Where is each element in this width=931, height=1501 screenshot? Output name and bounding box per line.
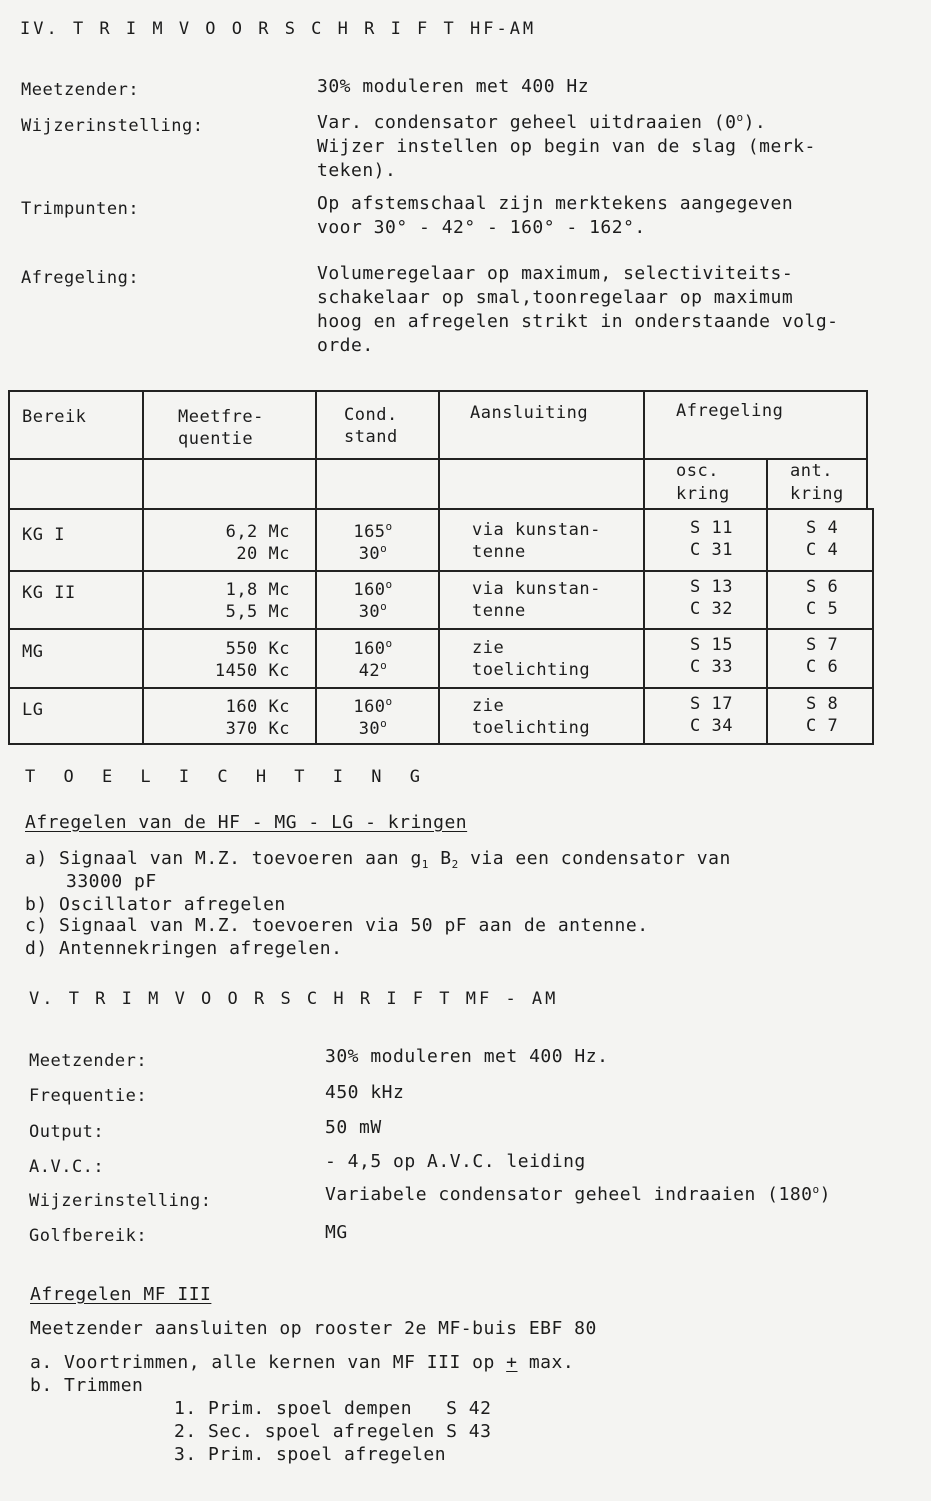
cell-ant: S 7 C 6 <box>806 635 839 677</box>
value-golfbereik: MG <box>325 1222 348 1243</box>
label-frequentie: Frequentie: <box>29 1086 148 1106</box>
list-item: 33000 pF <box>66 871 157 892</box>
label-wijzerinstelling-2: Wijzerinstelling: <box>29 1191 212 1211</box>
cell-bereik: KG II <box>22 583 76 603</box>
list-item: b) Oscillator afregelen <box>25 894 286 915</box>
subheading-mf3: Afregelen MF III <box>30 1284 212 1305</box>
value-trimpunten: Op afstemschaal zijn merktekens aangegeven voor 30° - 42° - 160° - 162°. <box>317 193 794 238</box>
header-osc-kring: osc. kring <box>676 461 730 504</box>
cell-cond: 160$^o$ 30$^o$ <box>353 695 393 739</box>
cell-aansluiting: via kunstan- tenne <box>472 579 601 621</box>
instruction: Meetzender aansluiten op rooster 2e MF-buis EBF 80 <box>30 1318 597 1339</box>
list-item: c) Signaal van M.Z. toevoeren via 50 pF aan de antenne. <box>25 915 649 936</box>
cell-freq: 550 Kc 1450 Kc <box>214 639 290 681</box>
label-meetzender: Meetzender: <box>21 80 140 100</box>
list-item: 2. Sec. spoel afregelen S 43 <box>174 1421 492 1442</box>
toelichting-title: T O E L I C H T I N G <box>25 767 429 787</box>
label-wijzerinstelling: Wijzerinstelling: <box>21 116 204 136</box>
label-trimpunten: Trimpunten: <box>21 199 140 219</box>
header-afregeling: Afregeling <box>676 401 784 421</box>
label-output: Output: <box>29 1122 105 1142</box>
alignment-table <box>8 390 874 745</box>
cell-aansluiting: via kunstan- tenne <box>472 520 601 562</box>
cell-bereik: LG <box>22 700 44 720</box>
cell-bereik: MG <box>22 642 44 662</box>
cell-aansluiting: zie toelichting <box>472 696 591 738</box>
header-ant-kring: ant. kring <box>790 461 844 504</box>
label-afregeling: Afregeling: <box>21 268 140 288</box>
section-title: IV. T R I M V O O R S C H R I F T HF-AM <box>20 19 537 39</box>
cell-cond: 165$^o$ 30$^o$ <box>353 520 393 564</box>
cell-osc: S 15 C 33 <box>690 635 733 677</box>
cell-ant: S 8 C 7 <box>806 694 839 736</box>
toelichting-subtitle: Afregelen van de HF - MG - LG - kringen <box>25 812 468 833</box>
cell-freq: 1,8 Mc 5,5 Mc <box>225 580 290 622</box>
cell-osc: S 13 C 32 <box>690 577 733 619</box>
cell-freq: 160 Kc 370 Kc <box>225 697 290 739</box>
list-item: b. Trimmen <box>30 1375 144 1396</box>
value-wijzerinstelling-2: Variabele condensator geheel indraaien (180$^o$) <box>325 1183 831 1205</box>
header-cond-stand: Cond. stand <box>344 405 398 447</box>
list-item: a. Voortrimmen, alle kernen van MF III op + max. <box>30 1352 575 1373</box>
label-golfbereik: Golfbereik: <box>29 1226 148 1246</box>
label-avc: A.V.C.: <box>29 1157 105 1177</box>
cell-aansluiting: zie toelichting <box>472 638 591 680</box>
toelichting-list <box>25 847 731 960</box>
value-output: 50 mW <box>325 1117 382 1138</box>
cell-osc: S 11 C 31 <box>690 518 733 560</box>
value-afregeling: Volumeregelaar op maximum, selectiviteits- schakelaar op smal,toonregelaar op maximum hoog en afregelen strikt in onderstaande volg- orde. <box>317 263 839 356</box>
cell-ant: S 6 C 5 <box>806 577 839 619</box>
value-avc: - 4,5 op A.V.C. leiding <box>325 1151 586 1172</box>
cell-ant: S 4 C 4 <box>806 518 839 560</box>
cell-cond: 160$^o$ 42$^o$ <box>353 637 393 681</box>
list-item: d) Antennekringen afregelen. <box>25 938 343 959</box>
header-meetfreq: Meetfre- quentie <box>178 407 264 449</box>
list-item: 1. Prim. spoel dempen S 42 <box>174 1398 492 1419</box>
cell-freq: 6,2 Mc 20 Mc <box>225 522 290 564</box>
label-meetzender-2: Meetzender: <box>29 1051 148 1071</box>
value-frequentie: 450 kHz <box>325 1082 405 1103</box>
cell-bereik: KG I <box>22 525 65 545</box>
value-wijzerinstelling: Var. condensator geheel uitdraaien (0$^o$). Wijzer instellen op begin van de slag (merk- teken). <box>317 111 816 181</box>
cell-osc: S 17 C 34 <box>690 694 733 736</box>
header-bereik: Bereik <box>22 407 87 427</box>
cell-cond: 160$^o$ 30$^o$ <box>353 578 393 622</box>
value-meetzender: 30% moduleren met 400 Hz <box>317 76 590 97</box>
list-item: 3. Prim. spoel afregelen <box>174 1444 447 1465</box>
section5-title: V. T R I M V O O R S C H R I F T MF - AM <box>29 989 559 1009</box>
list-item: a) Signaal van M.Z. toevoeren aan $g_1$ $B_2$ via een condensator van <box>25 848 731 871</box>
header-aansluiting: Aansluiting <box>470 403 589 423</box>
steps <box>30 1351 574 1466</box>
value-meetzender-2: 30% moduleren met 400 Hz. <box>325 1046 609 1067</box>
